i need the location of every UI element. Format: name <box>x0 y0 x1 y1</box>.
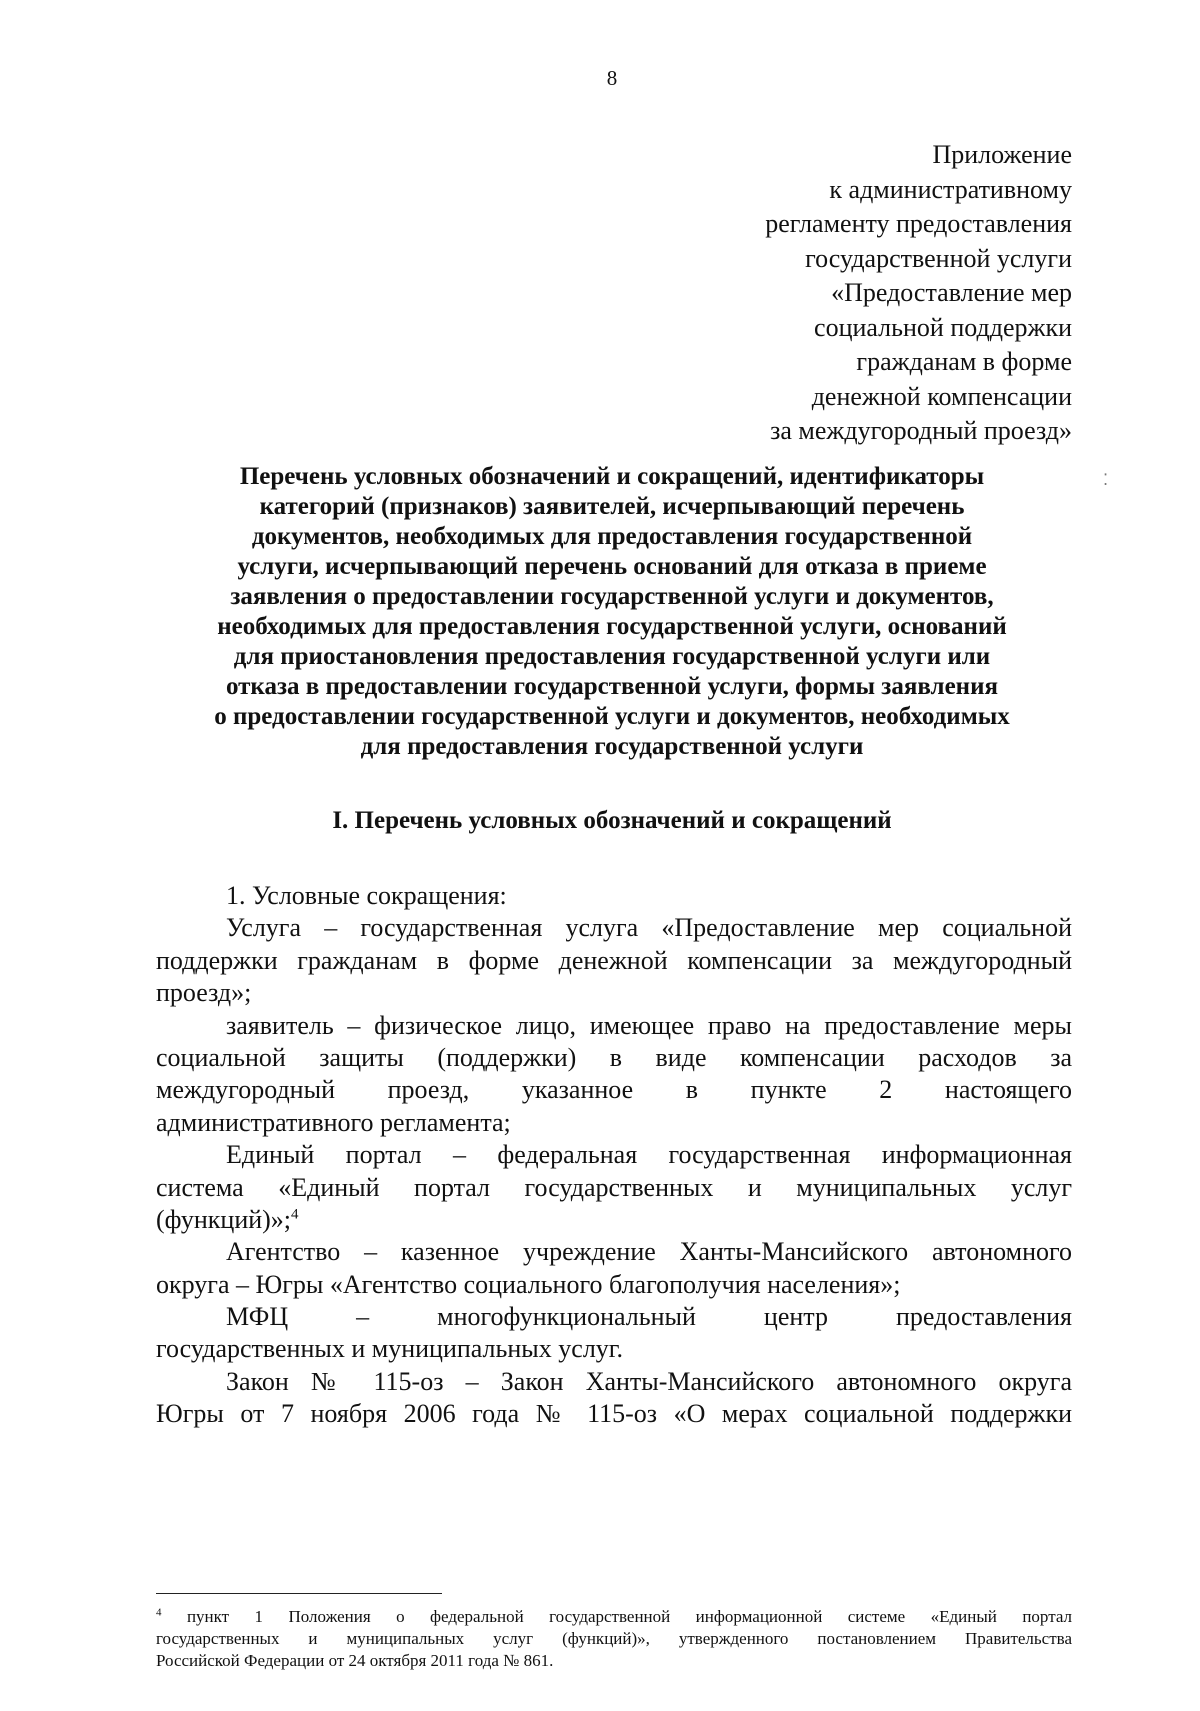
body-line <box>156 880 1072 912</box>
footnote-text: государственных и муниципальных услуг (функций)», утвержденного постановлением Правительства <box>156 1629 1072 1648</box>
appendix-line: гражданам в форме <box>856 347 1072 376</box>
body-line-text: междугородный проезд, указанное в пункте 2 настоящего <box>156 1075 1072 1105</box>
body-line <box>156 945 1072 977</box>
appendix-line: «Предоставление мер <box>831 278 1072 307</box>
body-line-text: округа – Югры «Агентство социального благополучия населения»; <box>156 1269 901 1299</box>
appendix-line: Приложение <box>932 140 1072 169</box>
body-line-text: Агентство – казенное учреждение Ханты-Мансийского автономного <box>226 1237 1072 1267</box>
body-line-text: Югры от 7 ноября 2006 года № 115-оз «О мерах социальной поддержки <box>156 1399 1072 1429</box>
body-line-text: социальной защиты (поддержки) в виде компенсации расходов за <box>156 1042 1072 1072</box>
body-line-text: Закон № 115-оз – Закон Ханты-Мансийского автономного округа <box>226 1366 1072 1396</box>
body-line-text: Услуга – государственная услуга «Предоставление мер социальной <box>226 913 1072 943</box>
body-line <box>156 1172 1072 1204</box>
footnote-line <box>156 1650 1072 1672</box>
body-text <box>156 880 1072 1431</box>
body-line <box>156 1366 1072 1398</box>
body-line <box>156 1139 1072 1171</box>
body-line <box>156 1042 1072 1074</box>
appendix-line: за междугородный проезд» <box>770 416 1072 445</box>
footnote-mark: 4 <box>156 1606 162 1619</box>
body-line <box>156 1236 1072 1268</box>
appendix-line: денежной компенсации <box>811 381 1072 411</box>
body-line <box>156 977 1072 1009</box>
footnote-line <box>156 1606 1072 1628</box>
margin-mark: ⁚ <box>1103 472 1109 489</box>
body-line-text: административного регламента; <box>156 1107 511 1137</box>
title-line: услуги, исчерпывающий перечень оснований для отказа в приеме <box>237 553 987 580</box>
body-line <box>156 912 1072 944</box>
body-line-text: система «Единый портал государственных и муниципальных услуг <box>156 1172 1072 1202</box>
title-line: о предоставлении государственной услуги и документов, необходимых <box>214 703 1010 730</box>
body-line-text: заявитель – физическое лицо, имеющее право на предоставление меры <box>226 1010 1072 1040</box>
body-line <box>156 1074 1072 1106</box>
body-line-text: (функций)»; <box>156 1204 292 1234</box>
title-line: для приостановления предоставления государственной услуги или <box>233 643 991 670</box>
appendix-line: к административному <box>829 174 1072 204</box>
body-line <box>156 1269 1072 1301</box>
footnote-reference: 4 <box>291 1206 299 1223</box>
appendix-block <box>552 138 1072 449</box>
document-title <box>150 462 1074 762</box>
section-heading: I. Перечень условных обозначений и сокращений <box>332 807 892 834</box>
body-line-text: поддержки гражданам в форме денежной компенсации за междугородный <box>156 945 1072 975</box>
body-line-text: проезд»; <box>156 978 252 1008</box>
body-line <box>156 1398 1072 1430</box>
title-line: необходимых для предоставления государственной услуги, оснований <box>217 613 1007 640</box>
title-line: отказа в предоставлении государственной услуги, формы заявления <box>225 673 999 700</box>
body-line <box>156 1301 1072 1333</box>
body-line <box>156 1107 1072 1139</box>
title-line: для предоставления государственной услуги <box>360 733 864 760</box>
title-line: Перечень условных обозначений и сокращений, идентификаторы <box>239 463 985 490</box>
footnote-line <box>156 1628 1072 1650</box>
title-line: заявления о предоставлении государственной услуги и документов, <box>230 583 994 610</box>
footnote-text: Российской Федерации от 24 октября 2011 года № 861. <box>156 1651 554 1670</box>
appendix-line: регламенту предоставления <box>765 209 1072 238</box>
page-number: 8 <box>606 66 618 90</box>
footnote-text: пункт 1 Положения о федеральной государственной информационной системе «Единый портал <box>186 1607 1073 1626</box>
body-line-text: государственных и муниципальных услуг. <box>156 1334 624 1364</box>
appendix-line: социальной поддержки <box>814 312 1072 342</box>
body-line-text: 1. Условные сокращения: <box>226 881 507 910</box>
body-line <box>156 1333 1072 1365</box>
body-line-text: МФЦ – многофункциональный центр предоставления <box>226 1302 1072 1332</box>
body-line-text: Единый портал – федеральная государственная информационная <box>226 1140 1072 1170</box>
title-line: категорий (признаков) заявителей, исчерпывающий перечень <box>259 493 965 520</box>
appendix-line: государственной услуги <box>805 243 1072 273</box>
footnote <box>156 1606 1072 1672</box>
footnote-separator <box>156 1593 442 1594</box>
title-line: документов, необходимых для предоставления государственной <box>251 523 973 550</box>
body-line <box>156 1204 1072 1236</box>
body-line <box>156 1010 1072 1042</box>
